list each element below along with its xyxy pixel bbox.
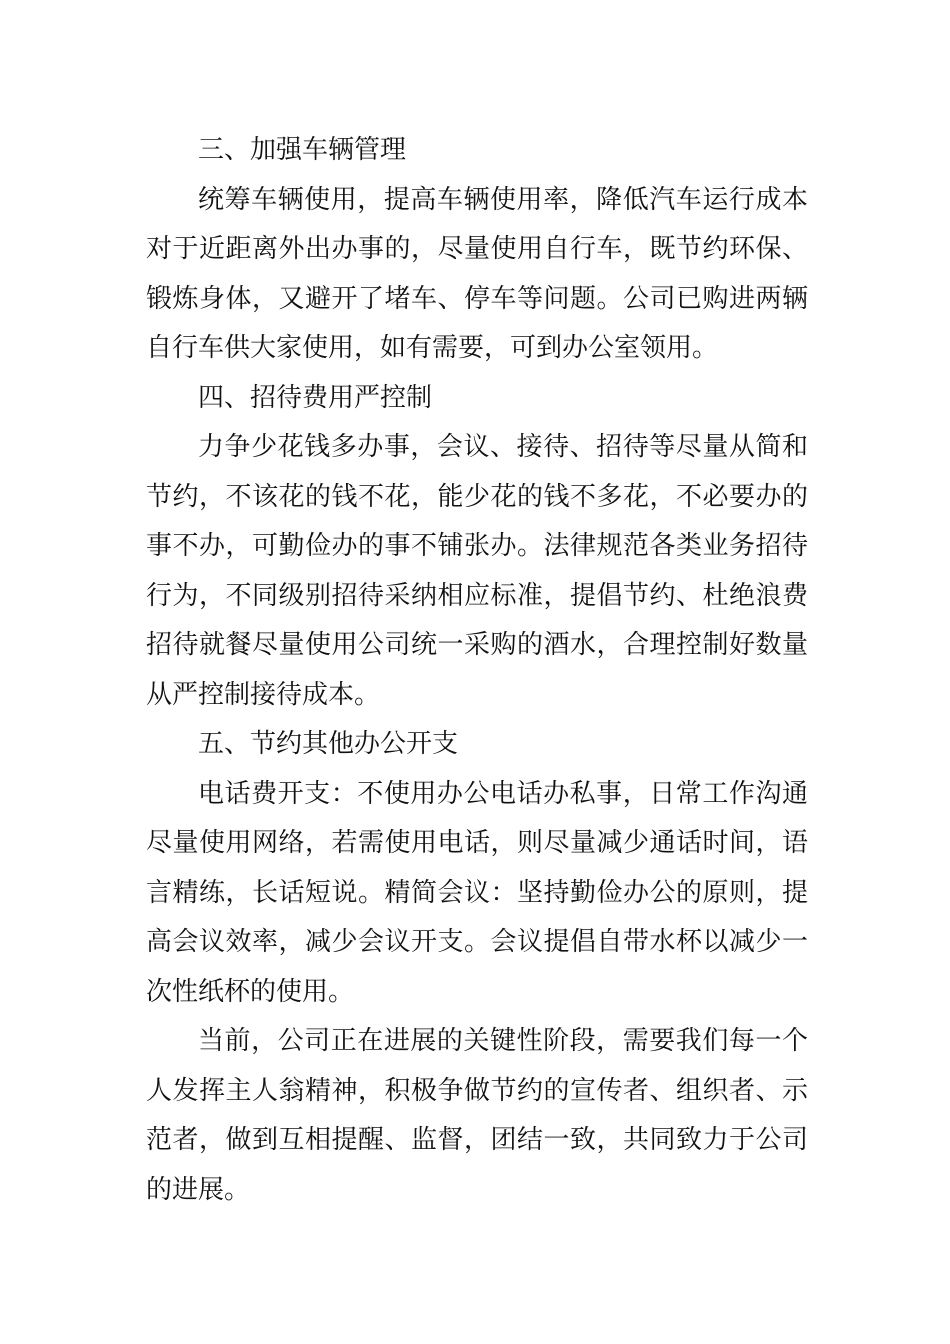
paragraph-hospitality-costs: 力争少花钱多办事，会议、接待、招待等尽量从简和节约，不该花的钱不花，能少花的钱不多花，不必要办的事不办，可勤俭办的事不铺张办。法律规范各类业务招待行为，不同级别招待采纳相应标准，提倡节约、杜绝浪费招待就餐尽量使用公司统一采购的酒水，合理控制好数量从严控制接待成本。 (146, 432, 808, 710)
document-body (146, 126, 808, 1215)
paragraph-closing: 当前，公司正在进展的关键性阶段，需要我们每一个人发挥主人翁精神，积极争做节约的宣传者、组织者、示范者，做到互相提醒、监督，团结一致，共同致力于公司的进展。 (146, 1026, 808, 1205)
paragraph-vehicle-management: 统筹车辆使用，提高车辆使用率，降低汽车运行成本 对于近距离外出办事的，尽量使用自行车，既节约环保、锻炼身体，又避开了堵车、停车等问题。公司已购进两辆自行车供大家使用，如有需要，可到办公室领用。 (146, 184, 808, 363)
paragraph-phone-and-meetings: 电话费开支：不使用办公电话办私事，日常工作沟通尽量使用网络，若需使用电话，则尽量减少通话时间，语言精练，长话短说。精简会议：坚持勤俭办公的原则，提高会议效率，减少会议开支。会议提倡自带水杯以减少一次性纸杯的使用。 (146, 778, 808, 1007)
section-heading-hospitality-costs: 四、招待费用严控制 (198, 382, 433, 413)
section-heading-other-office-expenses: 五、节约其他办公开支 (198, 729, 459, 759)
section-heading-vehicle-management: 三、加强车辆管理 (198, 135, 407, 165)
